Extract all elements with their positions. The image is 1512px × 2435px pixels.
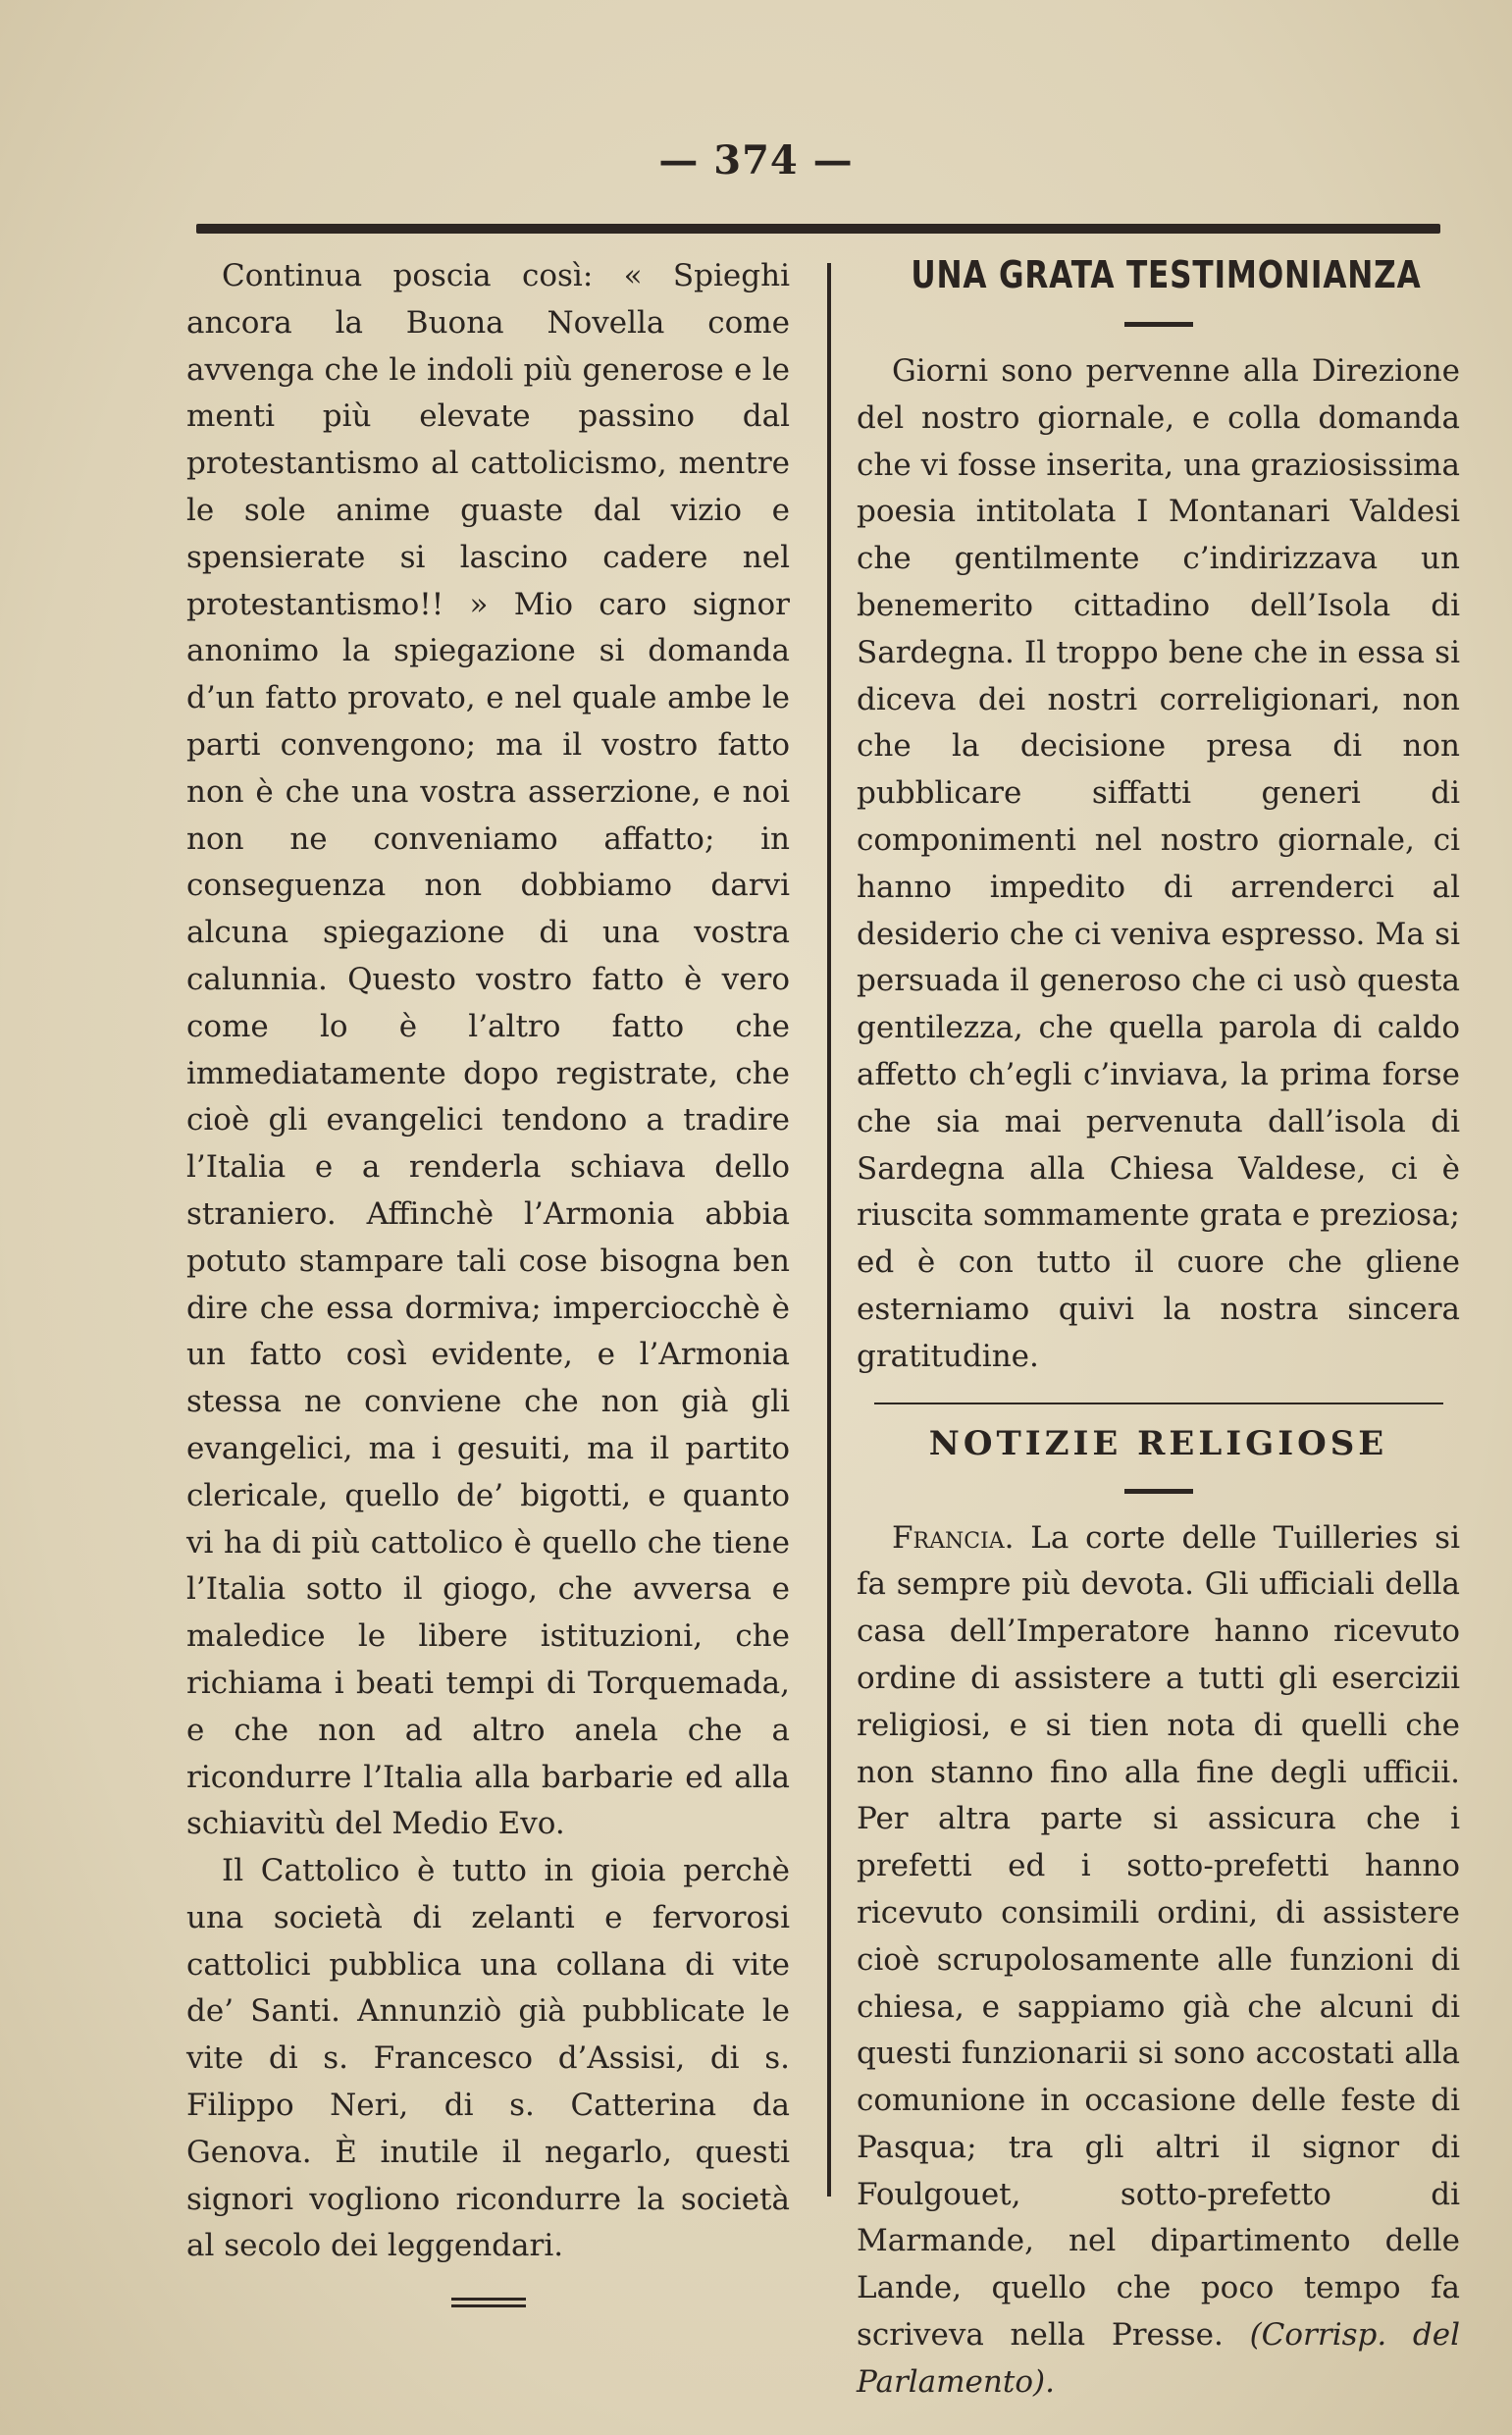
title-rule [1124, 322, 1193, 327]
notizie-text [857, 1515, 1460, 2407]
section-title-notizie: NOTIZIE RELIGIOSE [928, 1423, 1388, 1463]
left-paragraph-2: Il Cattolico è tutto in gioia perchè una società di zelanti e fervorosi cattolici pubblica una collana di vite de’ Santi. Annunziò già pubblicate le vite di s. Francesco d’Assisi, di s. Filippo Neri, di s. Catterina da Genova. È inutile il negarlo, questi signori vogliono ricondurre la società al secolo dei leggendari. [186, 1853, 790, 2264]
left-paragraph-1: Continua poscia così: « Spieghi ancora la Buona Novella come avvenga che le indoli più generose e le menti più elevate passino dal protestantismo al cattolicismo, mentre le sole anime guaste dal vizio e spensierate si lascino cadere nel protestantismo!! » Mio caro signor anonimo la spiegazione si domanda d’un fatto provato, e nel quale ambe le parti convengono; ma il vostro fatto non è che una vostra asserzione, e noi non ne conveniamo affatto; in conseguenza non dobbiamo darvi alcuna spiegazione di una vostra calunnia. Questo vostro fatto è vero come lo è l’altro fatto che immediatamente dopo registrate, che cioè gli evangelici tendono a tradire l’Italia e a renderla schiava dello straniero. Affinchè l’Armonia abbia potuto stampare tali cose bisogna ben dire che essa dormiva; imperciocchè è un fatto così evidente, e l’Armonia stessa ne conviene che non già gli evangelici, ma i gesuiti, ma il partito clericale, quello de’ bigotti, e quanto vi ha di più cattolico è quello che tiene l’Italia sotto il giogo, che avversa e maledice le libere istituzioni, che richiama i beati tempi di Torquemada, e che non ad altro anela che a ricondurre l’Italia alla barbarie ed alla schiavitù del Medio Evo. [186, 258, 790, 1842]
country-lead: Francia. [892, 1519, 1015, 1556]
end-mark [451, 2298, 526, 2307]
left-column [186, 253, 790, 2311]
title-rule [1124, 1489, 1193, 1494]
notizie-source: (Corrisp. del Parlamento). [857, 2317, 1460, 2400]
testimonianza-text: Giorni sono pervenne alla Direzione del nostro giornale, e colla domanda che vi fosse inserita, una graziosissima poesia intitolata I Montanari Valdesi che gentilmente c’indirizzava un benemerito cittadino dell’Isola di Sardegna. Il troppo bene che in essa si diceva dei nostri correligionari, non che la decisione presa di non pubblicare siffatti generi di componimenti nel nostro giornale, ci hanno impedito di arrenderci al desiderio che ci veniva espresso. Ma si persuada il generoso che ci usò questa gentilezza, che quella parola di caldo affetto ch’egli c’inviava, la prima forse che sia mai pervenuta dall’isola di Sardegna alla Chiesa Valdese, ci è riuscita sommamente grata e preziosa; ed è con tutto il cuore che gliene esterniamo quivi la nostra sincera gratitudine. [857, 353, 1460, 1374]
notizie-body: La corte delle Tuilleries si fa sempre più devota. Gli ufficiali della casa dell’Imperatore hanno ricevuto ordine di assistere a tutti gli esercizii religiosi, e si tien nota di quelli che non stanno fino alla fine degli ufficii. Per altra parte si assicura che i prefetti ed i sotto-prefetti hanno ricevuto consimili ordini, di assistere cioè scrupolosamente alle funzioni di chiesa, e sappiamo già che alcuni di questi funzionarii si sono accostati alla comunione in occasione delle feste di Pasqua; tra gli altri il signor di Foulgouet, sotto-prefetto di Marmande, nel dipartimento delle Lande, quello che poco tempo fa scriveva nella Presse. [857, 1519, 1460, 2354]
page-number: — 374 — [658, 137, 854, 184]
section-title-testimonianza: UNA GRATA TESTIMONIANZA [911, 253, 1422, 296]
right-column [857, 253, 1460, 2407]
header-rule [196, 224, 1440, 234]
column-divider [827, 263, 831, 2197]
section-divider [874, 1403, 1443, 1404]
